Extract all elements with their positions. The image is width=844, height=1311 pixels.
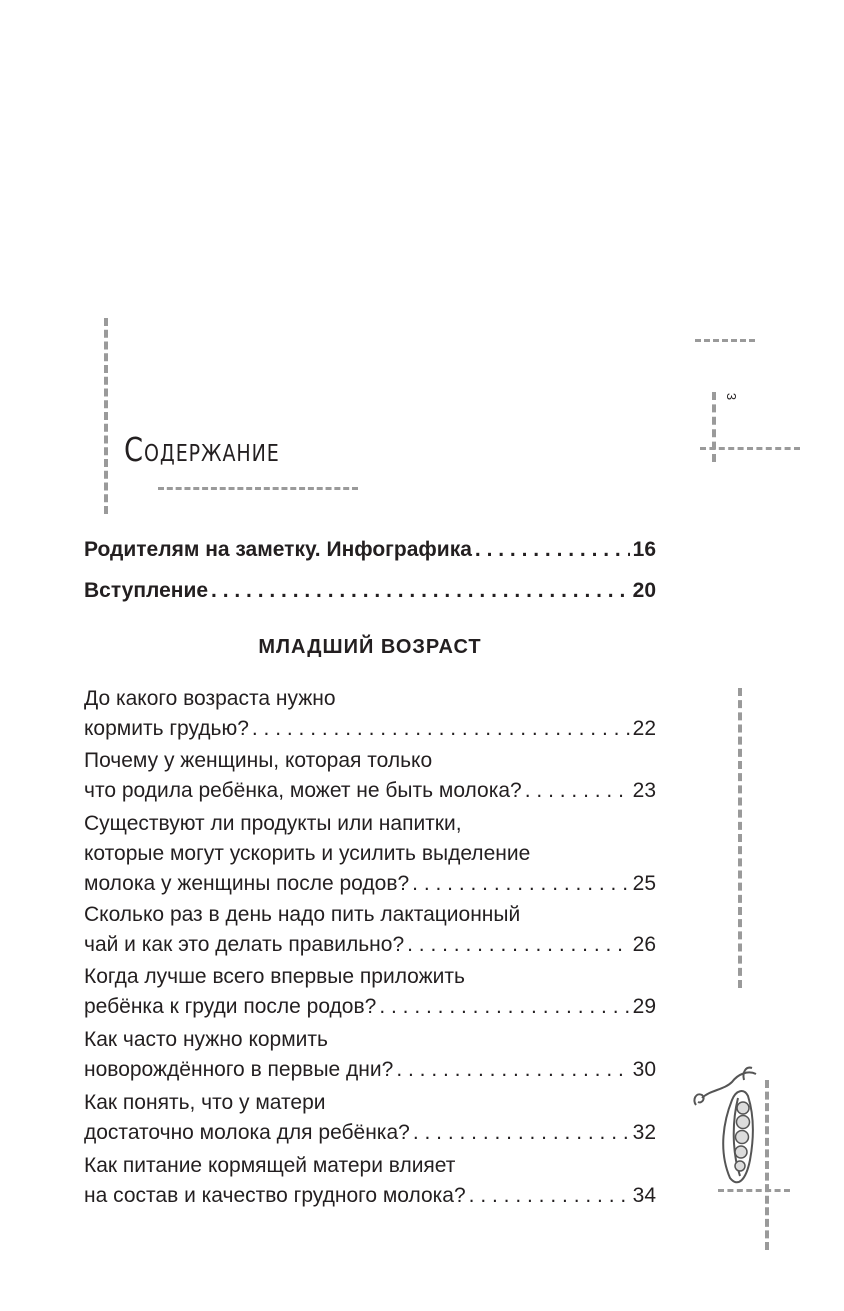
toc-entry-page: 23 — [632, 779, 656, 802]
toc-entry-line: Как понять, что у матери — [84, 1091, 326, 1114]
toc-entry-page: 22 — [632, 717, 656, 740]
toc-entry-7 — [84, 1088, 656, 1148]
toc-entry-page: 16 — [632, 538, 656, 561]
toc-entry-text: Родителям на заметку. Инфографика — [84, 538, 472, 561]
toc-top — [84, 535, 656, 565]
toc-entry-3 — [84, 809, 656, 899]
toc-entry-2 — [84, 746, 656, 806]
dot-leader — [475, 535, 630, 565]
toc-entry-page: 25 — [632, 872, 656, 895]
toc-top-2 — [84, 576, 656, 606]
dot-leader — [211, 576, 630, 606]
dot-leader — [413, 1118, 630, 1148]
toc-entry-line: Почему у женщины, которая только — [84, 749, 433, 772]
right-dashed-line-mid — [700, 447, 800, 450]
toc-entry-text: на состав и качество грудного молока? — [84, 1184, 466, 1207]
toc-entry — [84, 535, 656, 565]
toc-entry-text: достаточно молока для ребёнка? — [84, 1121, 410, 1144]
title-underline-dashed — [158, 487, 358, 490]
toc-entry-page: 30 — [632, 1058, 656, 1081]
dot-leader — [469, 1181, 630, 1211]
dot-leader — [412, 869, 629, 899]
dot-leader — [396, 1055, 629, 1085]
toc-entry — [84, 576, 656, 606]
page-number: 3 — [724, 392, 740, 401]
toc-entry-4 — [84, 900, 656, 960]
toc-entry-line: Существуют ли продукты или напитки, — [84, 812, 462, 835]
toc-entry-text: новорождённого в первые дни? — [84, 1058, 394, 1081]
toc-entry-6 — [84, 1025, 656, 1085]
toc-entry-page: 29 — [632, 995, 656, 1018]
right-dashed-line-long — [738, 688, 742, 988]
dot-leader — [252, 714, 630, 744]
left-dashed-line — [104, 318, 108, 514]
page-title: Содержание — [124, 430, 280, 469]
dot-leader — [379, 992, 629, 1022]
toc-entry-text: молока у женщины после родов? — [84, 872, 410, 895]
section-title: МЛАДШИЙ ВОЗРАСТ — [258, 636, 482, 658]
toc-entry-line: Когда лучше всего впервые приложить — [84, 965, 465, 988]
top-right-dashed-line — [695, 339, 755, 342]
toc-entry-text: Вступление — [84, 579, 209, 602]
toc-entry-text: чай и как это делать правильно? — [84, 933, 405, 956]
toc-entry-page: 20 — [632, 579, 656, 602]
pea-pod-icon — [688, 1060, 778, 1190]
toc-entry-text: кормить грудью? — [84, 717, 249, 740]
toc-entry-line: Сколько раз в день надо пить лактационный — [84, 903, 521, 926]
toc-entry-line: Как питание кормящей матери влияет — [84, 1154, 456, 1177]
toc-entry-line: которые могут ускорить и усилить выделение — [84, 842, 531, 865]
dot-leader — [525, 776, 630, 806]
toc-entry-line: Как часто нужно кормить — [84, 1028, 328, 1051]
toc-entry-text: что родила ребёнка, может не быть молока? — [84, 779, 522, 802]
toc-entry-page: 26 — [632, 933, 656, 956]
right-dashed-line-upper — [712, 392, 716, 462]
toc-entry-1 — [84, 684, 656, 744]
toc-entry-text: ребёнка к груди после родов? — [84, 995, 377, 1018]
toc-entry-page: 32 — [632, 1121, 656, 1144]
toc-entry-5 — [84, 962, 656, 1022]
toc-entry-line: До какого возраста нужно — [84, 687, 336, 710]
dot-leader — [407, 930, 630, 960]
toc-entry-page: 34 — [632, 1184, 656, 1207]
toc-entry-8 — [84, 1151, 656, 1211]
